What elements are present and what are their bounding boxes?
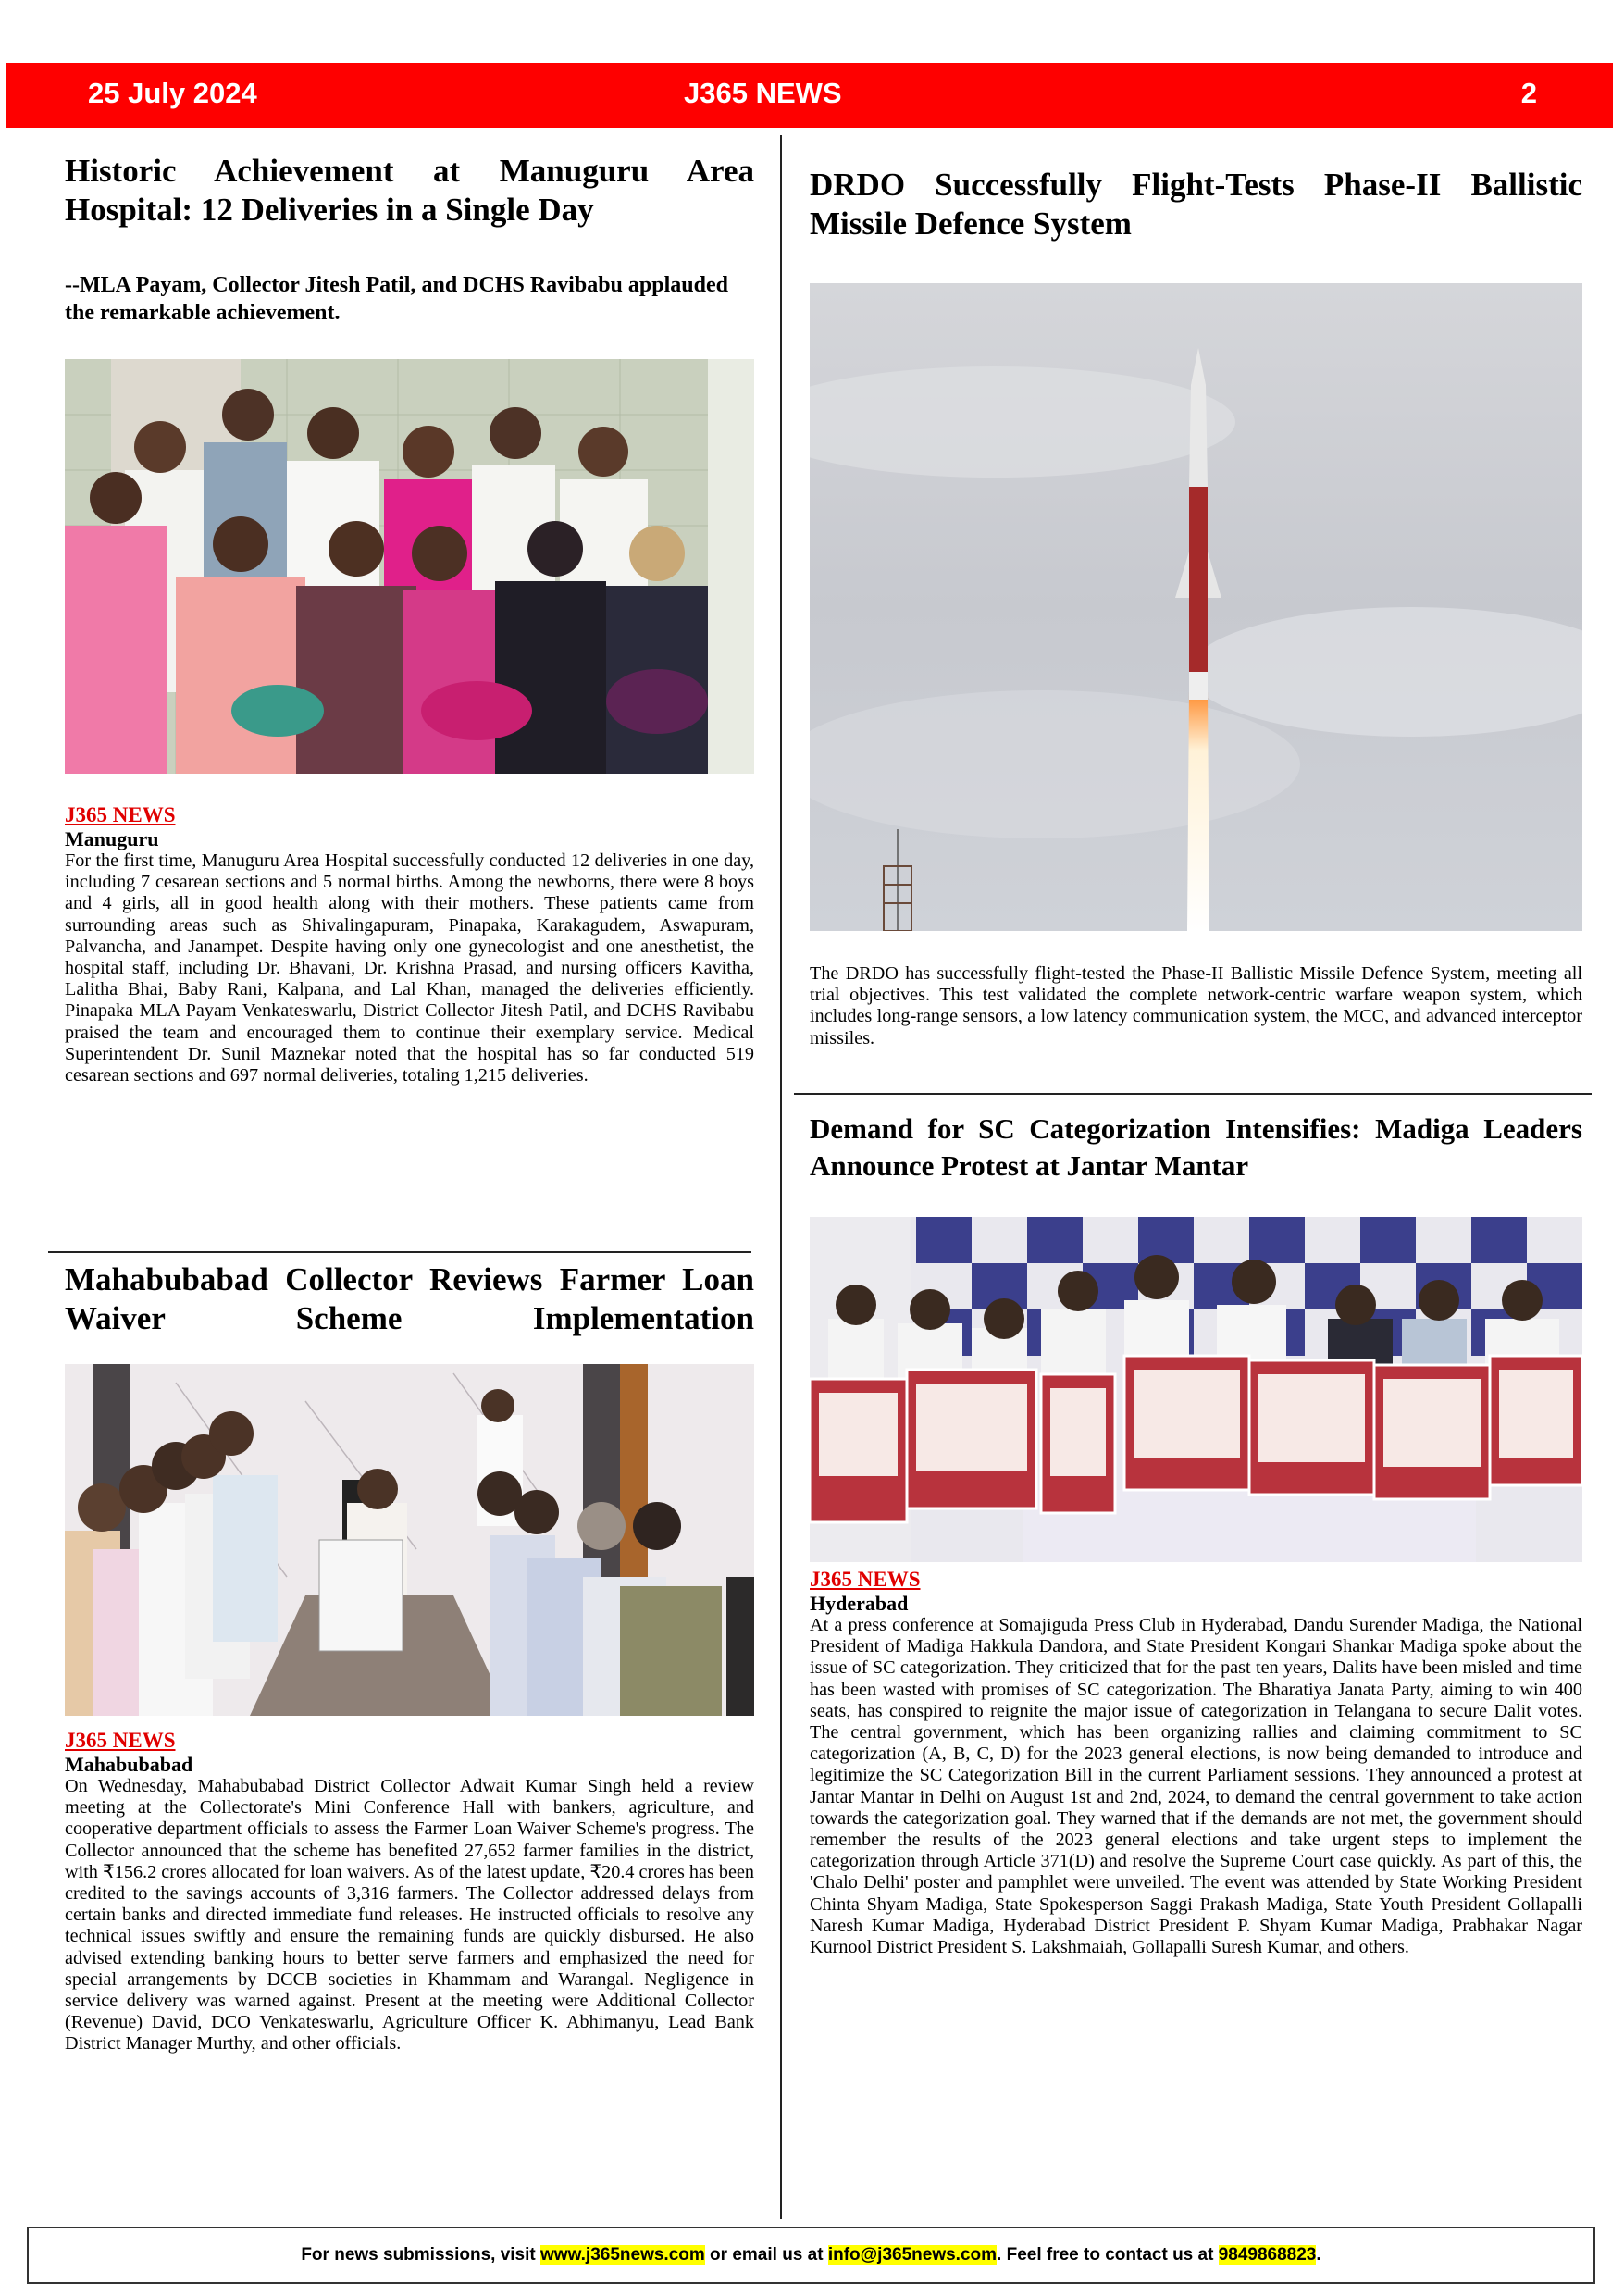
headline-text: DRDO Successfully Flight-Tests Phase-II Ballistic Missile Defence System xyxy=(810,167,1582,242)
page-header xyxy=(6,63,1613,128)
dateline-place: Hyderabad xyxy=(810,1592,909,1615)
footer-text: . xyxy=(1316,2245,1321,2265)
article-headline-hospital: Historic Achievement at Manuguru Area Hospital: 12 Deliveries in a Single Day xyxy=(65,153,754,228)
news-source-label[interactable]: J365 NEWS xyxy=(65,803,176,826)
news-source-label[interactable]: J365 NEWS xyxy=(810,1568,921,1591)
article-headline-drdo xyxy=(810,166,1582,243)
dateline-place: Mahabubabad xyxy=(65,1753,193,1776)
website-link[interactable]: www.j365news.com xyxy=(540,2245,705,2265)
photo-hospital xyxy=(65,359,754,774)
email-link[interactable]: info@j365news.com xyxy=(827,2245,998,2265)
column-divider xyxy=(780,135,782,2219)
article-text: At a press conference at Somajiguda Press Club in Hyderabad, Dandu Surender Madiga, the National President of Madiga Hakkula Dandora, and State President Kongari Shankar Madiga spoke about the issue of SC categorization. They criticized that for the past ten years, Dalits have been misled and time has been wasted with promises of SC categorization. The Bharatiya Janata Party, aiming to win 400 seats, has conspired to reignite the major issue of categorization in Telangana to secure Dalit votes. The central government, which has been organizing rallies and claiming commitment to SC categorization (A, B, C, D) for the 2023 general elections, is now being demanded to introduce and legitimize the SC Categorization Bill in the current Parliament sessions. They announced a protest at Jantar Mantar in Delhi on August 1st and 2nd, 2024, to demand the central government to take action towards the categorization goal. They warned that if the demands are not met, the government should remember the results of the 2023 general elections and take urgent steps to implement the categorization through Article 371(D) and resolve the Supreme Court case quickly. As part of this, the 'Chalo Delhi' poster and pamphlet were unveiled. The event was attended by State Working President Chinta Shyam Madiga, State Spokesperson Saggi Prakash Madiga, State Youth President Gollapalli Naresh Kumar Madiga, Hyderabad District President P. Shyam Kumar Madiga, Prabhakar Nagar Kurnool District President S. Lakshmaiah, Gollapalli Suresh Kumar, and others. xyxy=(810,1615,1582,1958)
article-body-hospital xyxy=(65,803,754,1086)
phone-number[interactable]: 9849868823 xyxy=(1218,2245,1317,2265)
article-text: On Wednesday, Mahabubabad District Collector Adwait Kumar Singh held a review meeting at the Collectorate's Mini Conference Hall with bankers, agriculture, and cooperative department officials to assess the Farmer Loan Waiver Scheme's progress. The Collector announced that the scheme has benefited 27,652 farmer families in the district, with ₹156.2 crores allocated for loan waivers. As of the latest update, ₹20.4 crores has been credited to the savings accounts of 3,316 farmers. The Collector addressed delays from certain banks and directed immediate fund releases. He instructed officials to resolve any technical issues swiftly and ensure the remaining funds are quickly disbursed. He also advised extending banking hours to better serve farmers and emphasized the need for special arrangements by DCCB societies in Khammam and Warangal. Negligence in service delivery was warned against. Present at the meeting were Additional Collector (Revenue) David, DCO Venkateswarlu, Agriculture Officer K. Abhimanyu, Lead Bank District Manager Murthy, and other officials. xyxy=(65,1776,754,2054)
section-divider xyxy=(794,1093,1592,1095)
article-headline-sc-categorization: Demand for SC Categorization Intensifies: Madiga Leaders Announce Protest at Jantar Mantar xyxy=(810,1112,1582,1182)
article-headline-loan-waiver xyxy=(65,1260,754,1338)
hospital-photo-illustration xyxy=(65,359,754,774)
missile-photo-illustration xyxy=(810,283,1582,931)
footer-text: or email us at xyxy=(704,2245,828,2265)
photo-missile-launch xyxy=(810,283,1582,931)
page-footer xyxy=(27,2227,1595,2284)
footer-text: For news submissions, visit xyxy=(301,2245,541,2265)
headline-text: Mahabubabad Collector Reviews Farmer Loan Waiver Scheme Implementation xyxy=(65,1261,754,1336)
article-body-loan-waiver xyxy=(65,1729,754,2055)
masthead-title: J365 NEWS xyxy=(684,77,842,109)
news-source-label[interactable]: J365 NEWS xyxy=(65,1729,176,1752)
article-text: For the first time, Manuguru Area Hospital successfully conducted 12 deliveries in one day, including 7 cesarean sections and 5 normal births. Among the newborns, there were 8 boys and 4 girls, all in good health along with their mothers. These patients came from surrounding areas such as Shivalingapuram, Pinapaka, Karakagudem, Aswapuram, Palvancha, and Janampet. Despite having only one gynecologist and one anesthetist, the hospital staff, including Dr. Bhavani, Dr. Krishna Prasad, and nursing officers Kavitha, Lalitha Bhai, Baby Rani, Kalpana, and Lal Khan, managed the deliveries efficiently. Pinapaka MLA Payam Venkateswarlu, District Collector Jitesh Patil, and DCHS Ravibabu praised the team and encouraged them to continue their exemplary service. Medical Superintendent Dr. Sunil Maznekar noted that the hospital has so far conducted 519 cesarean sections and 697 normal deliveries, totaling 1,215 deliveries. xyxy=(65,850,754,1086)
meeting-photo-illustration xyxy=(65,1364,754,1716)
article-subheadline-hospital: --MLA Payam, Collector Jitesh Patil, and DCHS Ravibabu applauded the remarkable achievement. xyxy=(65,273,728,325)
article-body-sc-categorization xyxy=(810,1568,1582,1958)
issue-date: 25 July 2024 xyxy=(88,77,257,109)
photo-review-meeting xyxy=(65,1364,754,1716)
article-body-drdo: The DRDO has successfully flight-tested the Phase-II Ballistic Missile Defence System, meeting all trial objectives. This test validated the complete network-centric warfare weapon system, which includes long-range sensors, a low latency communication system, the MCC, and advanced interceptor missiles. xyxy=(810,963,1582,1049)
footer-text: . Feel free to contact us at xyxy=(997,2245,1219,2265)
photo-press-conference xyxy=(810,1217,1582,1562)
section-divider xyxy=(48,1251,751,1253)
dateline-place: Manuguru xyxy=(65,827,159,850)
page-number: 2 xyxy=(1520,77,1537,109)
press-conference-illustration xyxy=(810,1217,1582,1562)
